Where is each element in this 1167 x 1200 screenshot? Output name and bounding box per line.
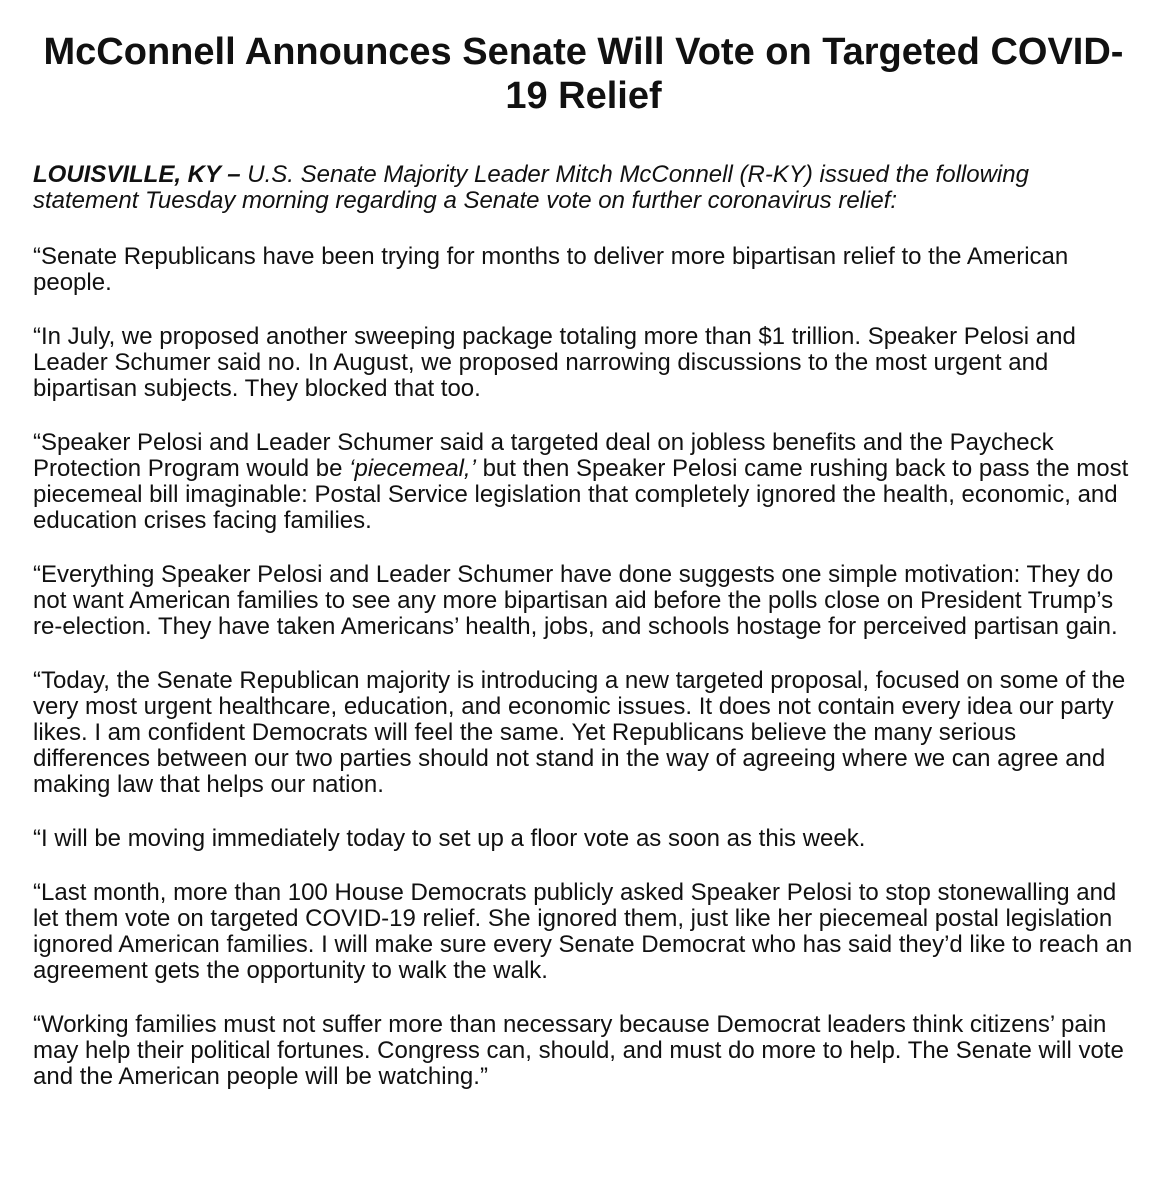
piecemeal-quote: ‘piecemeal,’	[349, 455, 476, 482]
paragraph-3-text-end: but then Speaker Pelosi came rushing back to pass the most piecemeal bill imaginable: Postal Service legislation that completely ignored the health, economic, and education crises facing families.	[33, 455, 1129, 534]
statement-paragraph-7: “Last month, more than 100 House Democrats publicly asked Speaker Pelosi to stop stonewalling and let them vote on targeted COVID-19 relief. She ignored them, just like her piecemeal postal legislation ignored American families. I will make sure every Senate Democrat who has said they’d like to reach an agreement gets the opportunity to walk the walk.	[33, 879, 1133, 984]
statement-paragraph-1: “Senate Republicans have been trying for months to deliver more bipartisan relief to the American people.	[33, 243, 1069, 296]
statement-paragraph-3	[33, 430, 1134, 534]
statement-paragraph-4: “Everything Speaker Pelosi and Leader Schumer have done suggests one simple motivation: They do not want American families to see any more bipartisan aid before the polls close on President Trump’s re-election. They have taken Americans’ health, jobs, and schools hostage for perceived partisan gain.	[33, 561, 1118, 640]
intro-paragraph	[33, 162, 1134, 214]
statement-paragraph-8: “Working families must not suffer more than necessary because Democrat leaders think citizens’ pain may help their political fortunes. Congress can, should, and must do more to help. The Senate will vote and the American people will be watching.”	[33, 1011, 1124, 1090]
statement-paragraph-2: “In July, we proposed another sweeping package totaling more than $1 trillion. Speaker Pelosi and Leader Schumer said no. In August, we proposed narrowing discussions to the most urgent and bipartisan subjects. They blocked that too.	[33, 323, 1076, 402]
statement-paragraph-6: “I will be moving immediately today to set up a floor vote as soon as this week.	[33, 825, 866, 852]
paragraph-3-text-start: “Speaker Pelosi and Leader Schumer said a targeted deal on jobless benefits and the Paycheck Protection Program would be	[33, 429, 1054, 482]
dateline: LOUISVILLE, KY –	[33, 161, 241, 188]
intro-text: U.S. Senate Majority Leader Mitch McConnell (R-KY) issued the following statement Tuesday morning regarding a Senate vote on further coronavirus relief:	[33, 161, 1029, 214]
statement-paragraph-5: “Today, the Senate Republican majority is introducing a new targeted proposal, focused on some of the very most urgent healthcare, education, and economic issues. It does not contain every idea our party likes. I am confident Democrats will feel the same. Yet Republicans believe the many serious differences between our two parties should not stand in the way of agreeing where we can agree and making law that helps our nation.	[33, 667, 1126, 798]
press-release-title: McConnell Announces Senate Will Vote on Targeted COVID-19 Relief	[43, 31, 1124, 117]
